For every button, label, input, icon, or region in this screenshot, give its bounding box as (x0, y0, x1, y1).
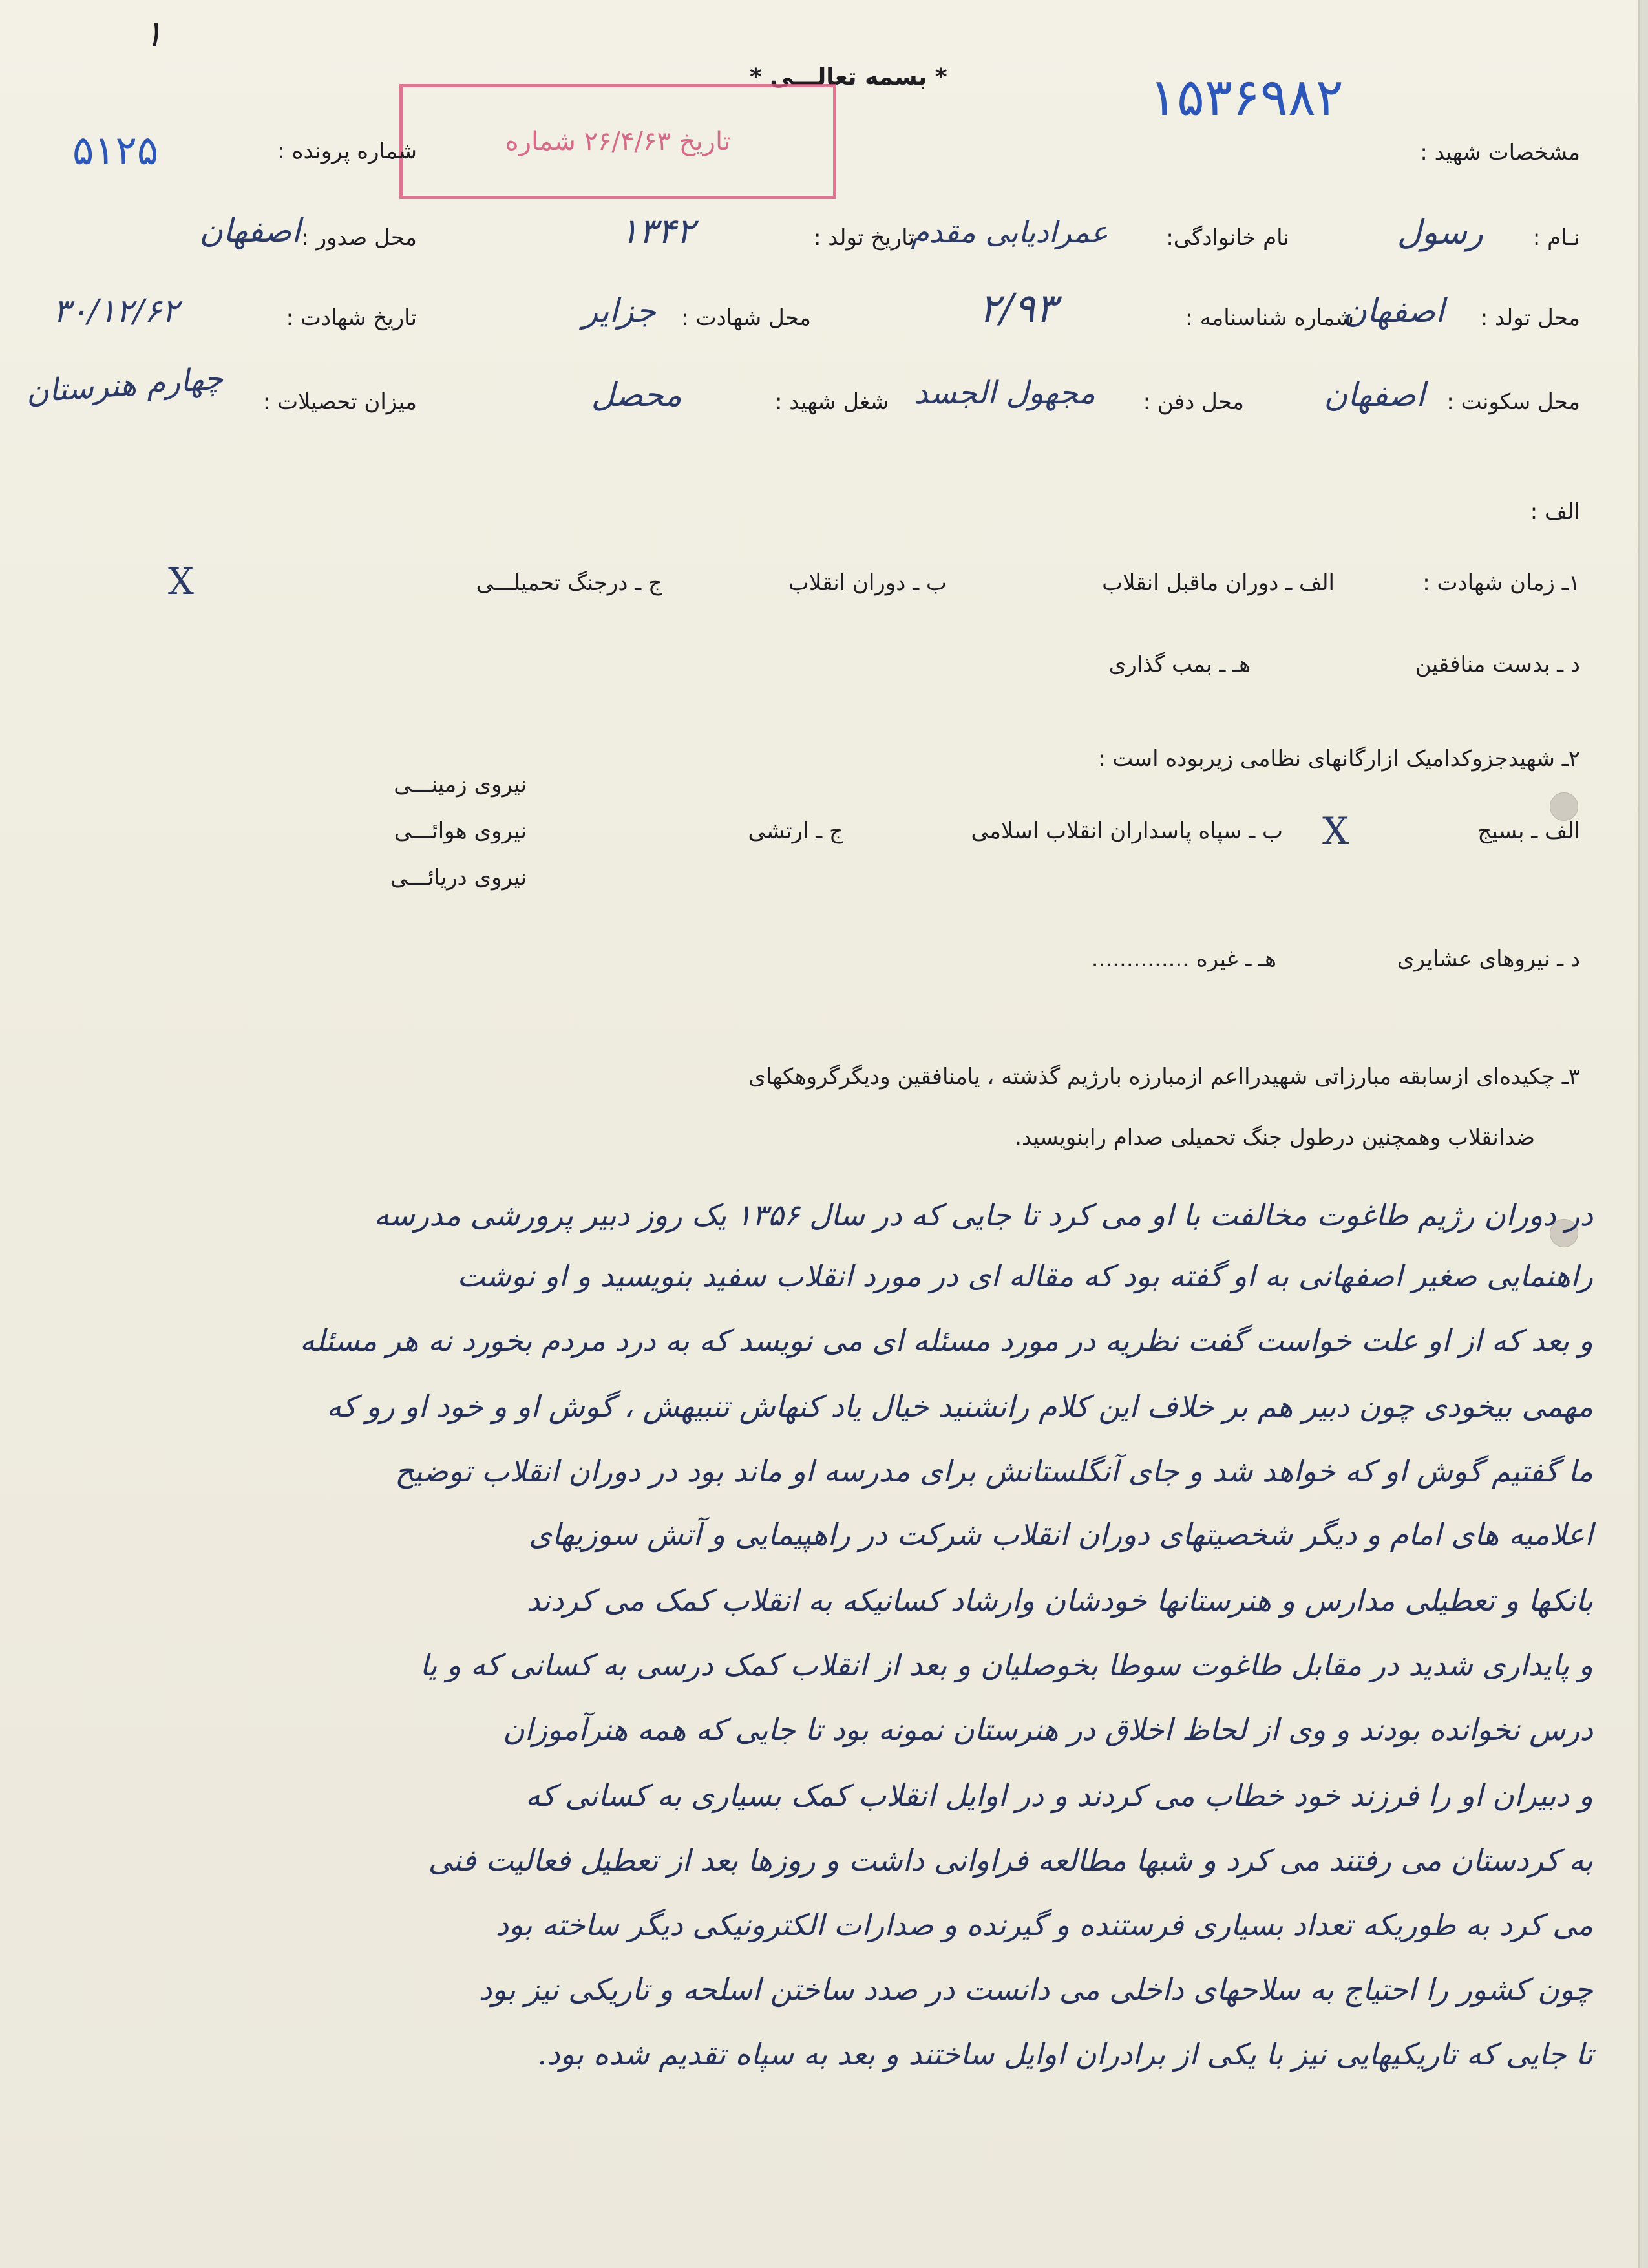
issue-place-label: محل صدور : (301, 225, 417, 251)
army-air-force: نیروی هوائـــی (394, 818, 527, 844)
army-ground-force: نیروی زمینـــی (394, 772, 527, 798)
handwritten-line: بانکها و تعطیلی مدارس و هنرستانها خودشان وارشاد کسانیکه به انقلاب کمک می کردند (526, 1583, 1593, 1618)
handwritten-line: اعلامیه های امام و دیگر شخصیتهای دوران انقلاب شرکت در راهپیمایی و آتش سوزیهای (528, 1517, 1593, 1552)
issue-place-value: اصفهان (199, 212, 301, 249)
q3-line-2: ضدانقلاب وهمچنین درطول جنگ تحمیلی صدام رابنویسید. (1015, 1125, 1535, 1150)
handwritten-line: ما گفتیم گوش او که خواهد شد و جای آنگلستانش برای مدرسه او ماند بود در دوران انقلاب توضیح (395, 1454, 1593, 1489)
name-label: نـام : (1532, 225, 1580, 251)
education-label: میزان تحصیلات : (262, 389, 417, 415)
family-value: عمرادیابی مقدم (911, 215, 1108, 249)
q2-option-d: د ـ نیروهای عشایری (1397, 946, 1580, 972)
q2-option-c: ج ـ ارتشی (748, 818, 843, 844)
header-bismillah: * بسمه تعالـــی * (750, 64, 947, 90)
burial-value: مجهول الجسد (914, 375, 1095, 411)
birth-date-label: تاریخ تولد : (814, 225, 914, 251)
handwritten-line: راهنمایی صغیر اصفهانی به او گفته بود که مقاله ای در مورد انقلاب سفید بنویسید و او نوشت (457, 1258, 1593, 1293)
handwritten-line: به کردستان می رفتند می کرد و شبها مطالعه فراوانی داشت و روزها بعد از تعطیل فعالیت فنی (428, 1843, 1593, 1878)
martyrdom-place-label: محل شهادت : (681, 305, 811, 331)
martyr-info-label: مشخصات شهید : (1420, 140, 1580, 165)
q2-option-e: هـ ـ غیره .............. (1091, 946, 1276, 972)
section-a-label: الف : (1530, 499, 1580, 525)
handwritten-line: و پایداری شدید در مقابل طاغوت سوطا بخوصلیان و بعد از انقلاب کمک درسی به کسانی که و یا (419, 1648, 1593, 1682)
q2-label: ۲ـ شهیدجزوکدامیک ازارگانهای نظامی زیربوده است : (1098, 746, 1580, 772)
education-value: چهارم هنرستان (25, 360, 225, 410)
q3-line-1: ۳ـ چکیده‌ای ازسابقه مبارزاتی شهیدرااعم ازمبارزه بارژیم گذشته ، یامنافقین ودیگرگروهکهای (748, 1064, 1580, 1090)
birth-place-label: محل تولد : (1480, 305, 1580, 331)
army-navy: نیروی دریائـــی (390, 865, 527, 891)
burial-label: محل دفن : (1143, 389, 1244, 415)
q1-check-mark: X (168, 561, 194, 603)
residence-value: اصفهان (1324, 376, 1425, 414)
martyrdom-date-label: تاریخ شهادت : (286, 305, 417, 331)
job-label: شغل شهید : (775, 389, 889, 415)
handwritten-line: تا جایی که تاریکیهایی نیز با یکی از برادران اوایل ساختند و بعد به سپاه تقدیم شده بود. (537, 2037, 1593, 2072)
handwritten-line: می کرد به طوریکه تعداد بسیاری فرستنده و گیرنده و صدارات الکترونیکی دیگر ساخته بود (495, 1907, 1593, 1942)
handwritten-line: درس نخوانده بودند و وی از لحاظ اخلاق در هنرستان نمونه بود تا جایی که همه هنرآموزان (502, 1712, 1593, 1747)
q1-option-e: هـ ـ بمب گذاری (1108, 652, 1251, 677)
serial-number: ۱۵۳۶۹۸۲ (1149, 67, 1344, 127)
q2-option-a: الف ـ بسیج (1477, 818, 1580, 844)
name-value: رسول (1397, 213, 1483, 252)
q2-option-b: ب ـ سپاه پاسداران انقلاب اسلامی (971, 818, 1283, 844)
page-number: ۱ (143, 13, 164, 55)
birth-date-value: ۱۳۴۲ (619, 211, 695, 251)
birth-place-value: اصفهان (1343, 292, 1444, 330)
handwritten-line: چون کشور را احتیاج به سلاحهای داخلی می دانست در صدد ساختن اسلحه و تاریکی نیز بود (478, 1972, 1593, 2007)
job-value: محصل (591, 376, 682, 414)
id-number-label: شماره شناسنامه : (1185, 305, 1354, 331)
handwritten-line: مهمی بیخودی چون دبیر هم بر خلاف این کلام رانشنید خیال یاد کنهاش تنبیهش ، گوش او و خود او رو که (326, 1389, 1593, 1424)
martyrdom-place-value: جزایر (582, 292, 656, 330)
handwritten-line: در دوران رژیم طاغوت مخالفت با او می کرد تا جایی که در سال ۱۳۵۶ یک روز دبیر پرورشی مدرسه (374, 1198, 1593, 1233)
q1-option-a: الف ـ دوران ماقبل انقلاب (1102, 570, 1335, 596)
q1-option-c: ج ـ درجنگ تحمیلـــی (476, 570, 662, 596)
residence-label: محل سکونت : (1446, 389, 1580, 415)
q2-check-mark: X (1322, 809, 1349, 853)
id-number-value: ۲/۹۳ (978, 284, 1057, 332)
stamp-text: تاریخ ۲۶/۴/۶۳ شماره (505, 127, 731, 156)
q1-option-d: د ـ بدست منافقین (1415, 652, 1580, 677)
q1-label: ۱ـ زمان شهادت : (1422, 570, 1580, 596)
file-number-value: ۵۱۲۵ (72, 127, 159, 174)
family-label: نام خانوادگی: (1166, 225, 1289, 251)
handwritten-line: و بعد که از او علت خواست گفت نظریه در مورد مسئله ای می نویسد که به درد مردم بخورد نه هر مسئله (299, 1323, 1593, 1358)
martyrdom-date-value: ۳۰/۱۲/۶۲ (53, 292, 179, 330)
registration-stamp (399, 84, 836, 199)
handwritten-line: و دبیران او را فرزند خود خطاب می کردند و در اوایل انقلاب کمک بسیاری به کسانی که (525, 1778, 1593, 1813)
file-number-label: شماره پرونده : (277, 138, 417, 164)
q1-option-b: ب ـ دوران انقلاب (788, 570, 947, 596)
